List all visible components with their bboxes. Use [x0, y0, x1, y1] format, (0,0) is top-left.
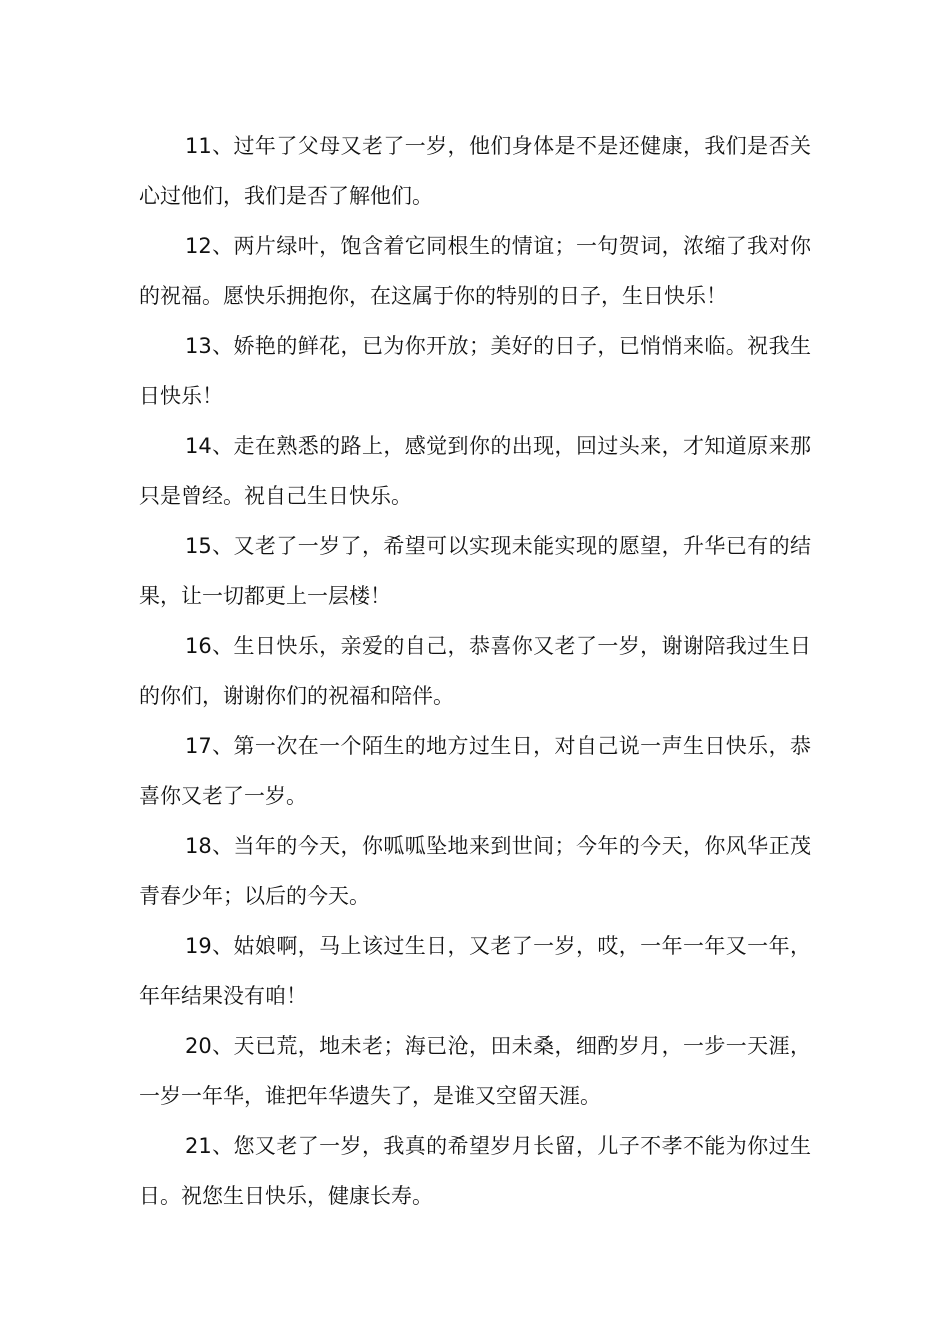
paragraph-13: 13、娇艳的鲜花，已为你开放；美好的日子，已悄悄来临。祝我生日快乐！ [139, 334, 811, 408]
paragraph-20: 20、天已荒，地未老；海已沧，田未桑，细酌岁月，一步一天涯，一岁一年华，谁把年华遗失了，是谁又空留天涯。 [139, 1034, 811, 1108]
paragraph-16: 16、生日快乐，亲爱的自己，恭喜你又老了一岁，谢谢陪我过生日的你们，谢谢你们的祝福和陪伴。 [139, 634, 811, 708]
paragraph-21: 21、您又老了一岁，我真的希望岁月长留，儿子不孝不能为你过生日。祝您生日快乐，健康长寿。 [139, 1134, 811, 1208]
paragraph-15: 15、又老了一岁了，希望可以实现未能实现的愿望，升华已有的结果，让一切都更上一层楼！ [139, 534, 811, 608]
paragraph-19: 19、姑娘啊，马上该过生日，又老了一岁，哎，一年一年又一年，年年结果没有咱！ [139, 934, 811, 1008]
paragraph-14: 14、走在熟悉的路上，感觉到你的出现，回过头来，才知道原来那只是曾经。祝自己生日快乐。 [139, 434, 811, 508]
paragraph-11: 11、过年了父母又老了一岁，他们身体是不是还健康，我们是否关心过他们，我们是否了解他们。 [139, 134, 811, 208]
paragraph-17: 17、第一次在一个陌生的地方过生日，对自己说一声生日快乐，恭喜你又老了一岁。 [139, 734, 811, 808]
document-body [139, 121, 811, 1221]
paragraph-12: 12、两片绿叶，饱含着它同根生的情谊；一句贺词，浓缩了我对你的祝福。愿快乐拥抱你，在这属于你的特别的日子，生日快乐！ [139, 234, 811, 308]
paragraph-18: 18、当年的今天，你呱呱坠地来到世间；今年的今天，你风华正茂青春少年；以后的今天。 [139, 834, 811, 908]
